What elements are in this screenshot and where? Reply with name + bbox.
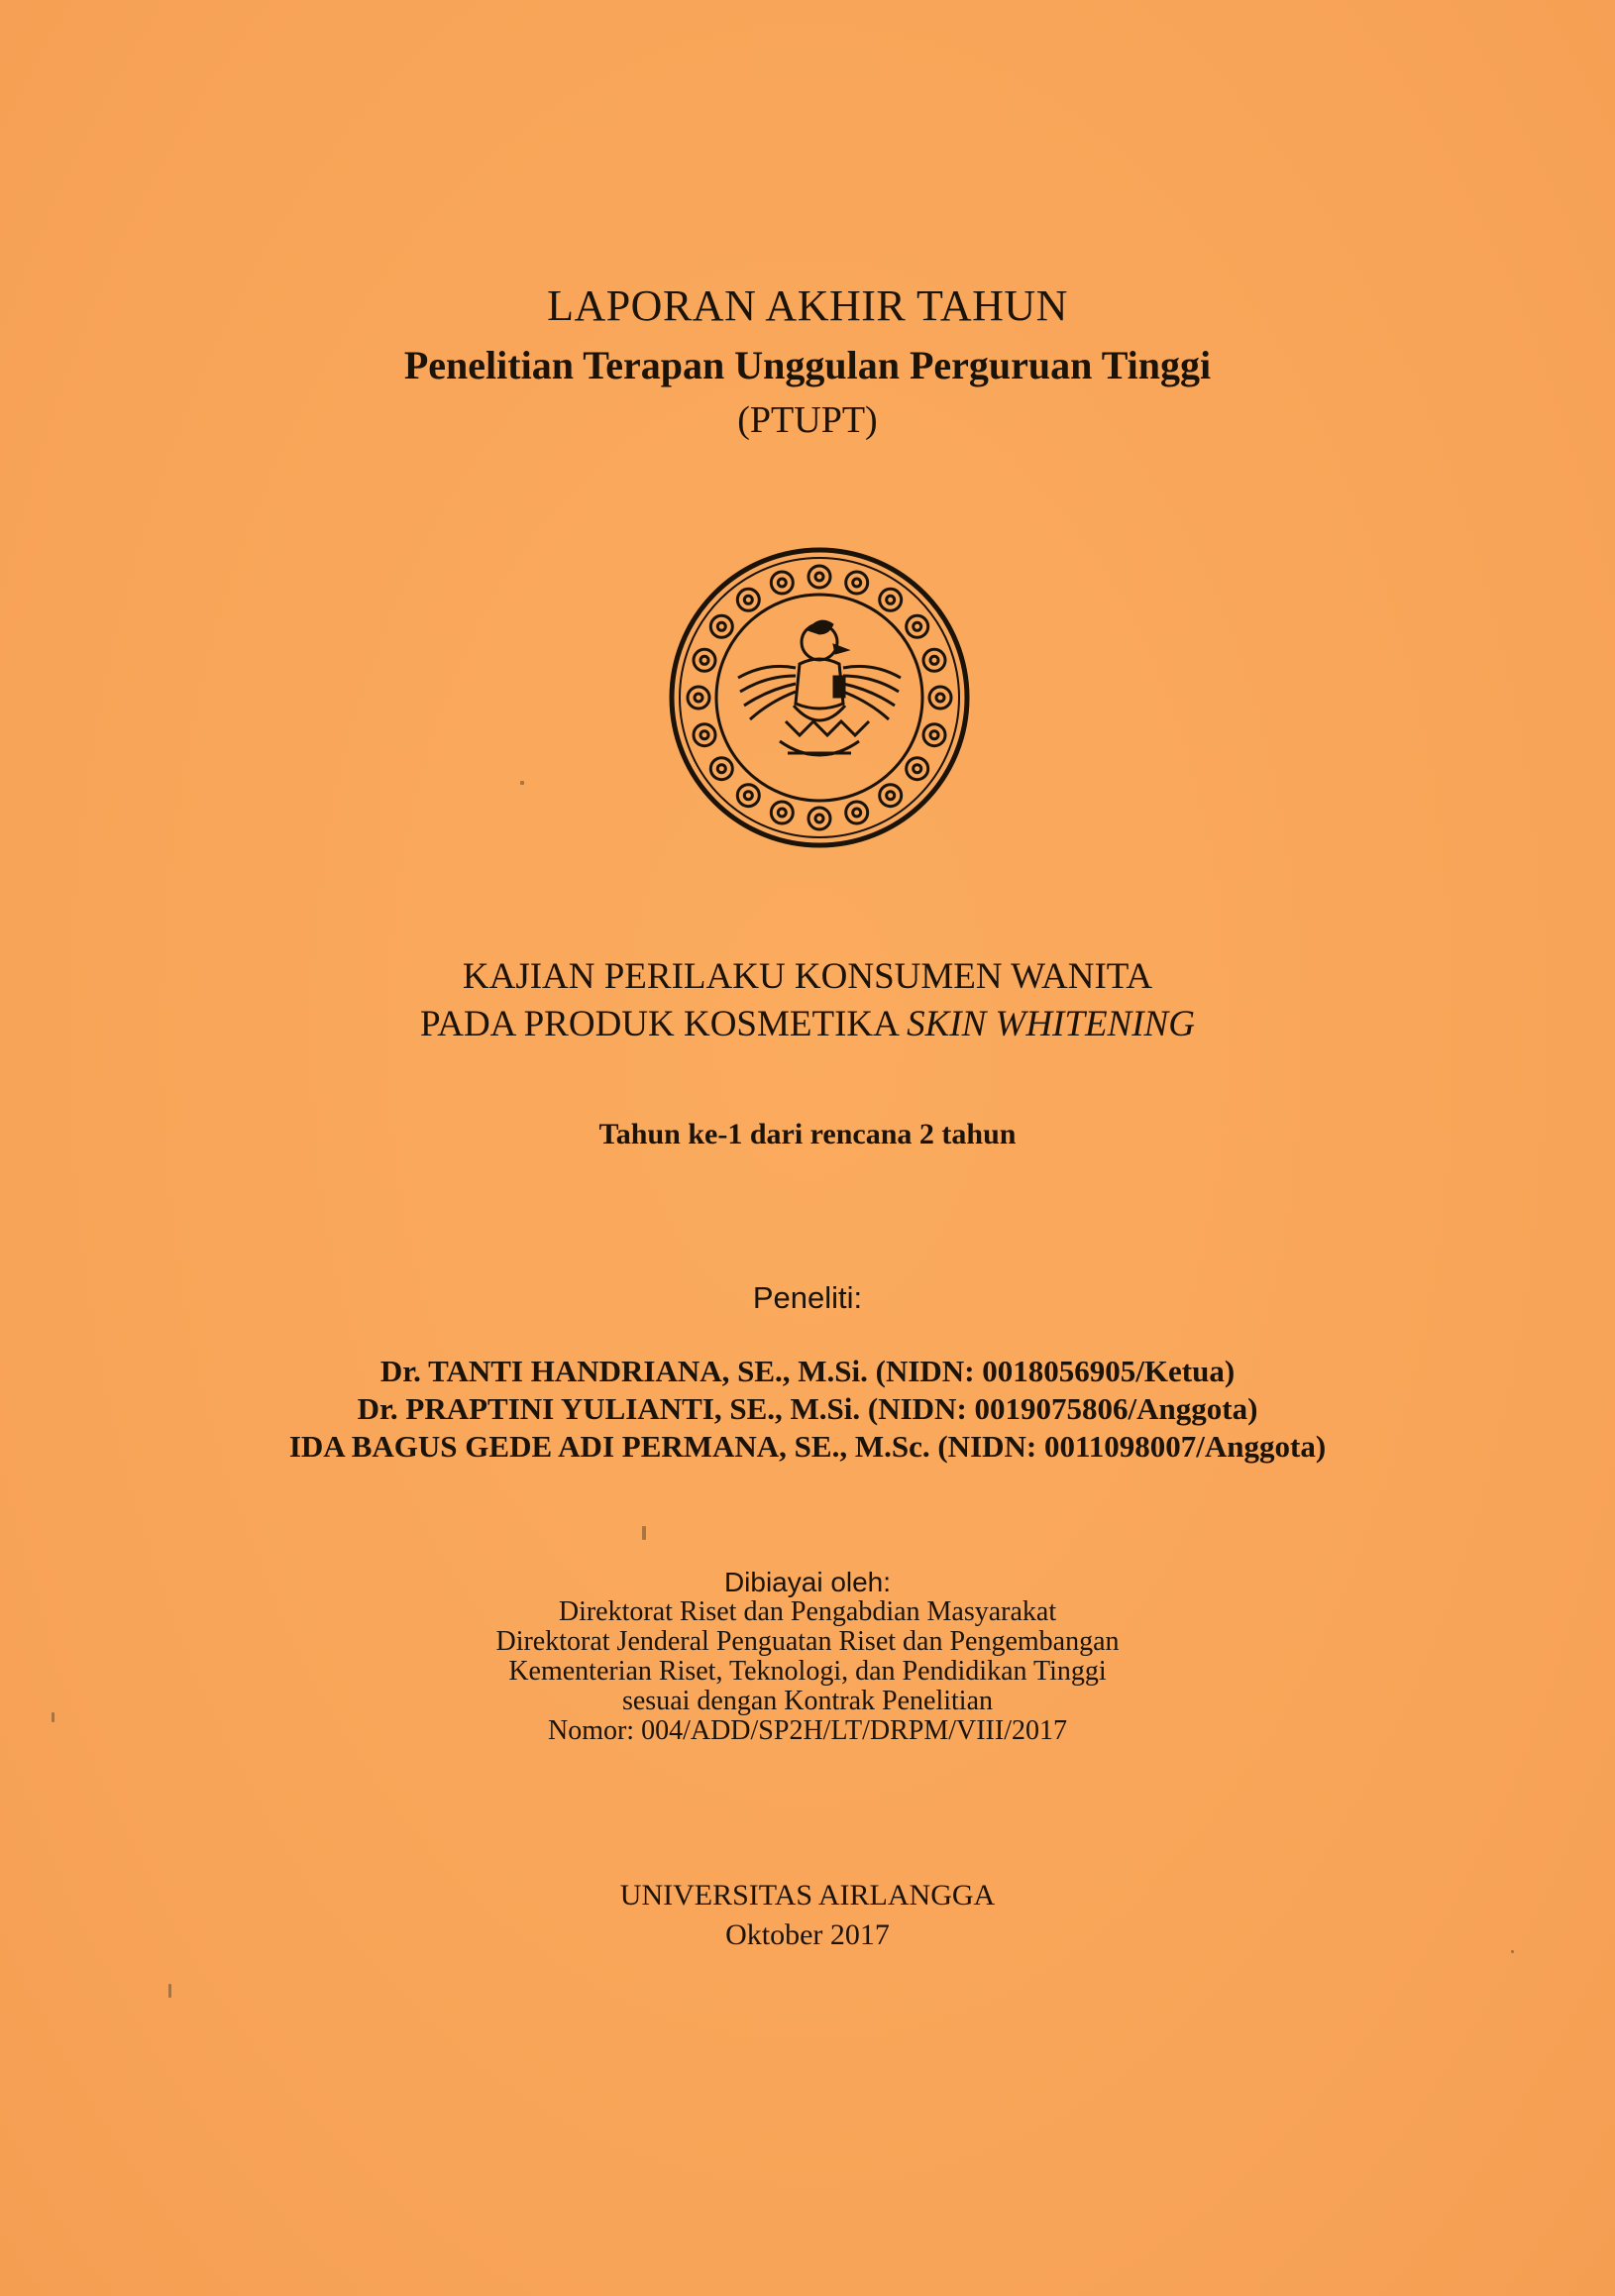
institution-block: [0, 1876, 1615, 1955]
research-title: [0, 953, 1615, 1048]
paper-speck: [168, 1984, 171, 1998]
funding-line-1: Direktorat Riset dan Pengabdian Masyarakat: [558, 1596, 1057, 1627]
university-seal-icon: [669, 547, 970, 848]
researcher-1: Dr. TANTI HANDRIANA, SE., M.Si. (NIDN: 0018056905/Ketua): [379, 1354, 1236, 1388]
research-title-line2-italic: SKIN WHITENING: [907, 1004, 1195, 1044]
funding-line-5: Nomor: 004/ADD/SP2H/LT/DRPM/VIII/2017: [547, 1715, 1067, 1746]
report-abbreviation: (PTUPT): [737, 399, 878, 441]
funding-label: Dibiayai oleh:: [723, 1567, 892, 1597]
report-subtitle: Penelitian Terapan Unggulan Perguruan Tinggi: [403, 343, 1212, 387]
publication-date: Oktober 2017: [725, 1918, 890, 1951]
institution-name: UNIVERSITAS AIRLANGGA: [619, 1879, 996, 1912]
researcher-list: [0, 1353, 1615, 1466]
funding-line-4: sesuai dengan Kontrak Penelitian: [621, 1686, 993, 1716]
report-title: LAPORAN AKHIR TAHUN: [547, 281, 1068, 330]
researcher-3: IDA BAGUS GEDE ADI PERMANA, SE., M.Sc. (NIDN: 0011098007/Anggota): [288, 1429, 1327, 1464]
funding-line-3: Kementerian Riset, Teknologi, dan Pendidikan Tinggi: [508, 1656, 1107, 1687]
funding-section: [0, 1568, 1615, 1746]
paper-speck: [520, 781, 524, 785]
researcher-2: Dr. PRAPTINI YULIANTI, SE., M.Si. (NIDN: 0019075806/Anggota): [357, 1391, 1258, 1426]
research-title-line2: [0, 1001, 1615, 1048]
research-title-line1: KAJIAN PERILAKU KONSUMEN WANITA: [462, 956, 1153, 997]
researchers-label: Peneliti:: [752, 1280, 863, 1315]
funding-line-2: Direktorat Jenderal Penguatan Riset dan Pengembangan: [495, 1626, 1120, 1657]
paper-speck: [52, 1712, 54, 1722]
paper-speck: [1511, 1950, 1514, 1953]
year-note: Tahun ke-1 dari rencana 2 tahun: [598, 1118, 1017, 1150]
research-title-line2-plain: PADA PRODUK KOSMETIKA: [420, 1004, 908, 1044]
paper-speck: [642, 1526, 646, 1540]
